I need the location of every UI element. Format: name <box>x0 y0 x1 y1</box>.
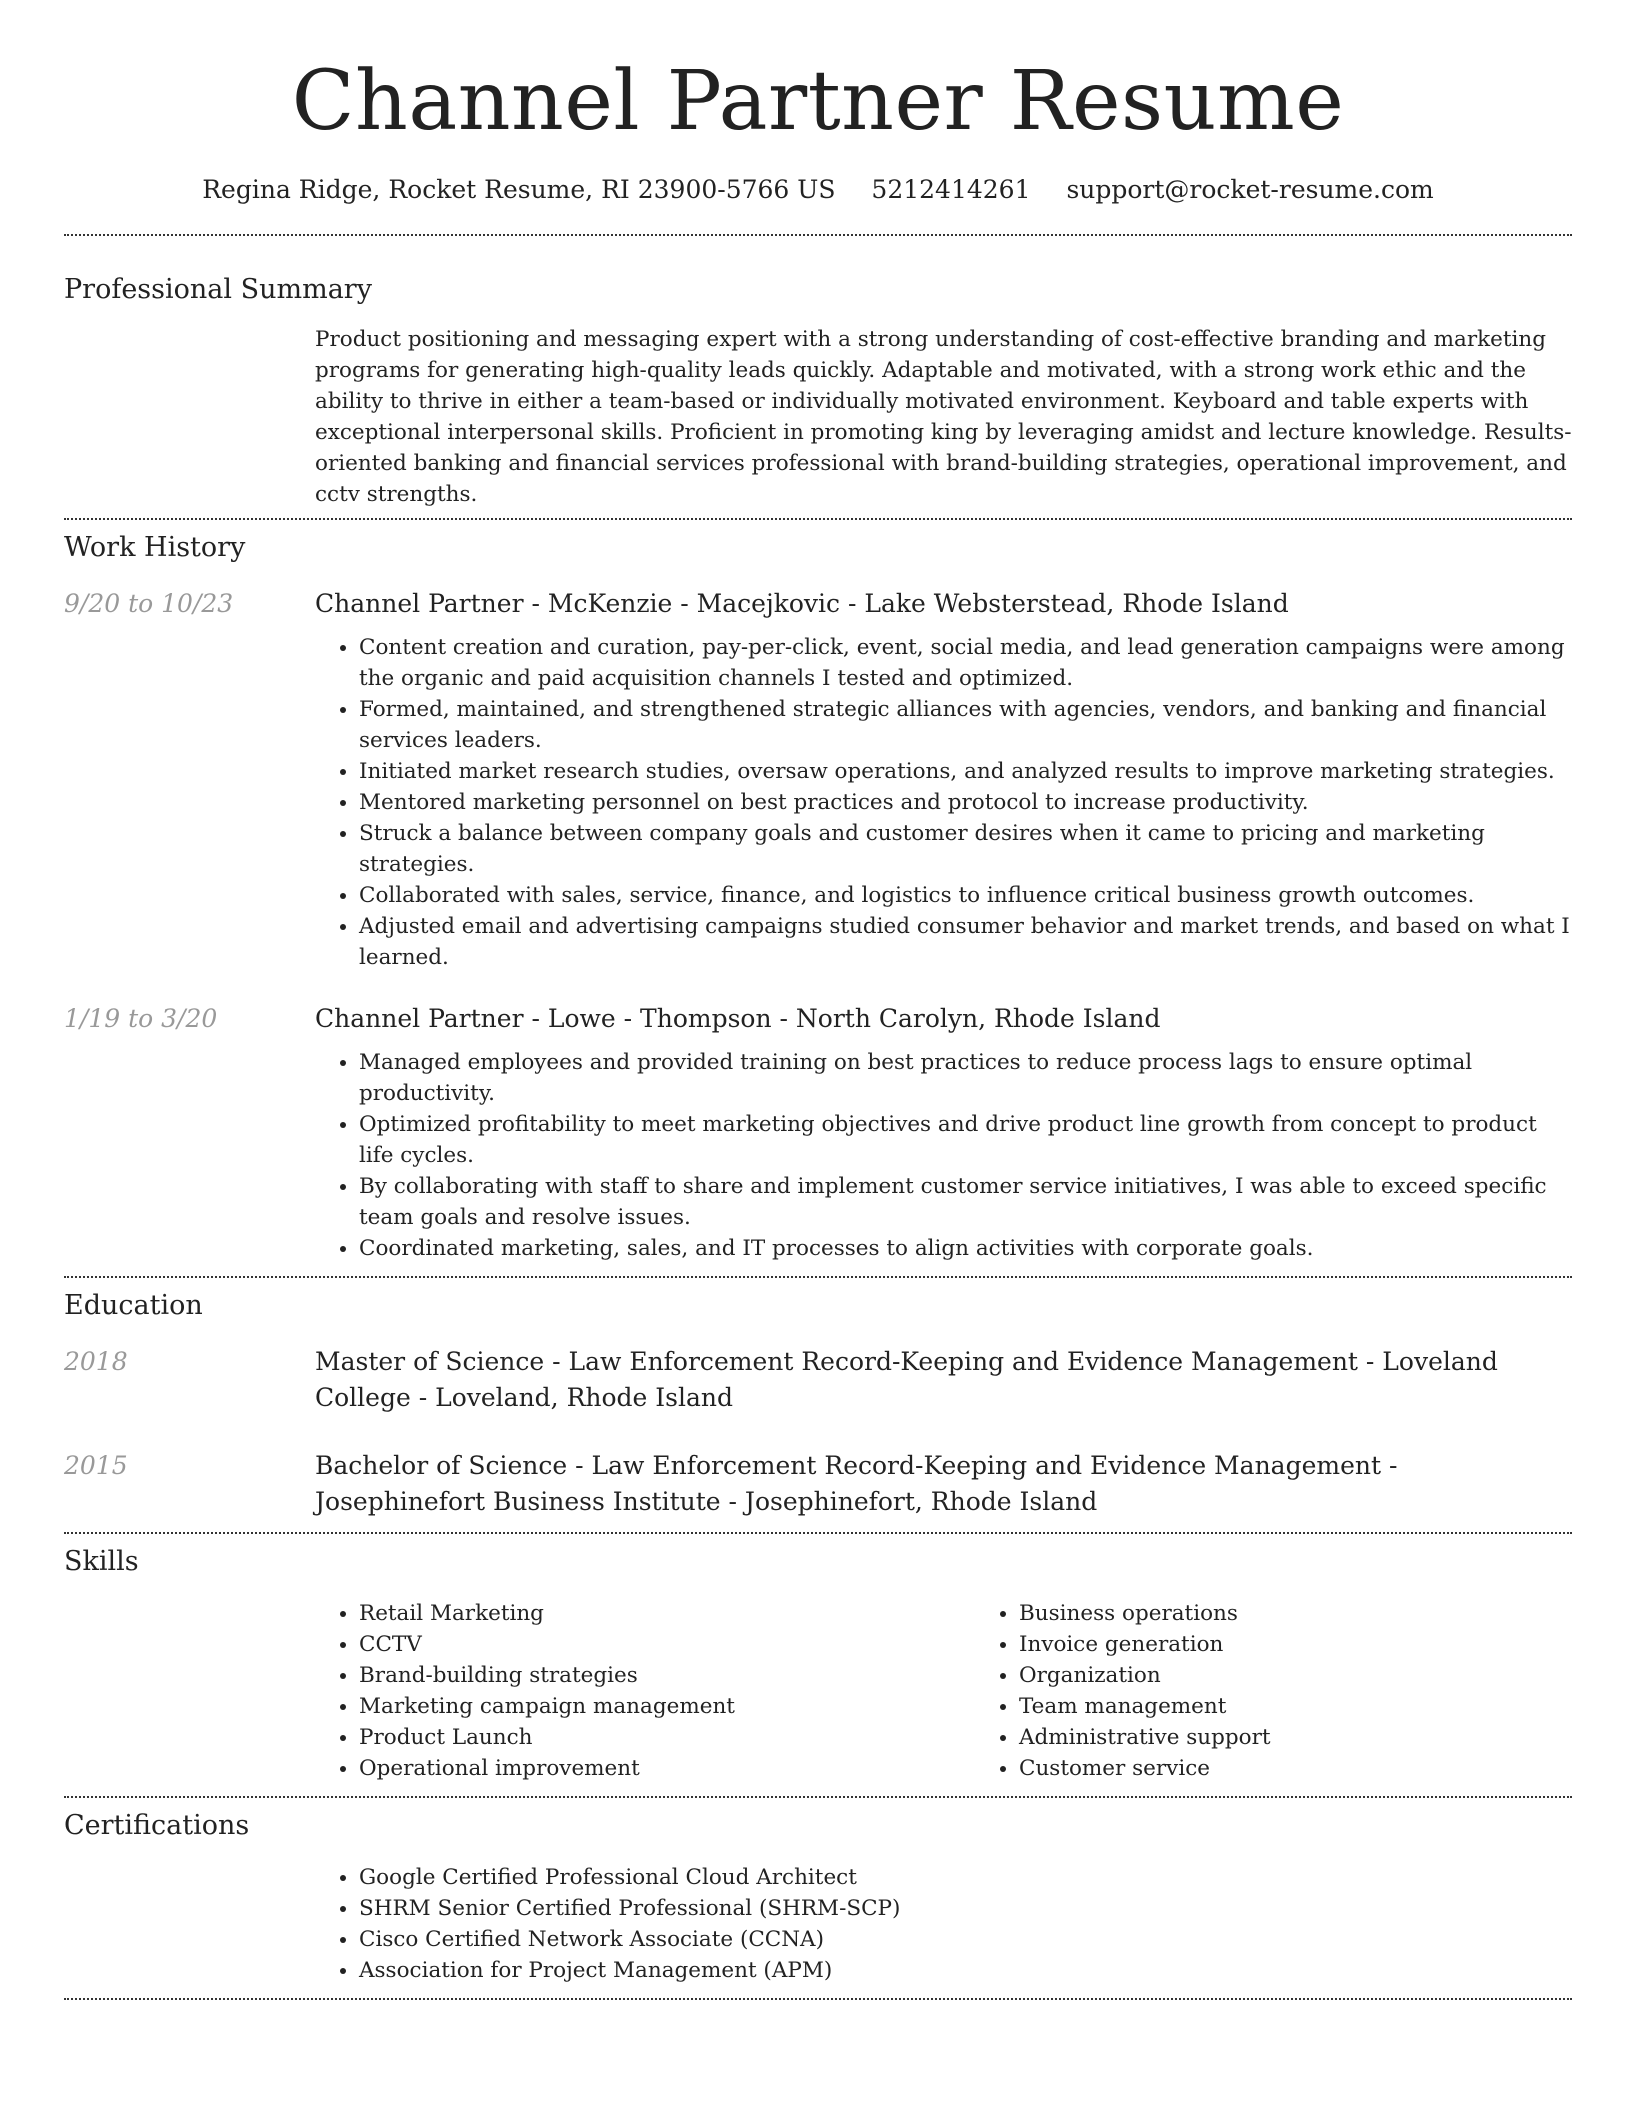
job-dates: 1/19 to 3/20 <box>64 1004 218 1033</box>
certification-item: • Cisco Certified Network Associate (CCNA) <box>359 1924 1572 1955</box>
list-item: • Managed employees and provided training on best practices to reduce process lags to ensure optimal productivity. <box>359 1047 1572 1109</box>
list-item: • Initiated market research studies, oversaw operations, and analyzed results to improve marketing strategies. <box>359 756 1572 787</box>
list-item: • Content creation and curation, pay-per-click, event, social media, and lead generation campaigns were among the organic and paid acquisition channels I tested and optimized. <box>359 632 1572 694</box>
job-entry <box>64 586 1572 973</box>
education-entry <box>64 1344 1572 1416</box>
skill-item: • Organization <box>1019 1660 1632 1691</box>
work-history-section <box>64 530 1572 1264</box>
divider <box>64 1532 1572 1534</box>
divider <box>64 1276 1572 1278</box>
skill-item: • Invoice generation <box>1019 1629 1632 1660</box>
contact-phone: 5212414261 <box>871 175 1031 204</box>
skills-list-right <box>975 1598 1632 1784</box>
education-title: Bachelor of Science - Law Enforcement Record-Keeping and Evidence Management - Josephinefort Business Institute - Josephinefort, Rhode Island <box>315 1451 1398 1516</box>
list-item: • Mentored marketing personnel on best practices and protocol to increase productivity. <box>359 787 1572 818</box>
skill-item: • CCTV <box>359 1629 975 1660</box>
certification-item: • SHRM Senior Certified Professional (SHRM-SCP) <box>359 1893 1572 1924</box>
divider <box>64 1796 1572 1798</box>
education-year: 2015 <box>64 1451 128 1480</box>
list-item: • By collaborating with staff to share and implement customer service initiatives, I was able to exceed specific team goals and resolve issues. <box>359 1171 1572 1233</box>
skill-item: • Operational improvement <box>359 1753 975 1784</box>
skill-item: • Product Launch <box>359 1722 975 1753</box>
divider <box>64 1998 1572 2000</box>
list-item: • Struck a balance between company goals and customer desires when it came to pricing and marketing strategies. <box>359 818 1572 880</box>
skills-section <box>64 1544 1572 1784</box>
certifications-section <box>64 1808 1572 1986</box>
list-item: • Coordinated marketing, sales, and IT processes to align activities with corporate goals. <box>359 1233 1572 1264</box>
education-section <box>64 1288 1572 1520</box>
certification-item: • Google Certified Professional Cloud Architect <box>359 1862 1572 1893</box>
section-heading-summary: Professional Summary <box>64 274 372 305</box>
certifications-list <box>315 1862 1572 1986</box>
section-heading-skills: Skills <box>64 1546 139 1577</box>
education-title: Master of Science - Law Enforcement Record-Keeping and Evidence Management - Loveland College - Loveland, Rhode Island <box>315 1347 1498 1412</box>
skill-item: • Administrative support <box>1019 1722 1632 1753</box>
section-heading-certifications: Certifications <box>64 1810 250 1841</box>
contact-line <box>64 170 1572 210</box>
skill-item: • Marketing campaign management <box>359 1691 975 1722</box>
section-heading-education: Education <box>64 1290 203 1321</box>
job-bullets <box>315 1047 1572 1264</box>
resume-title: Channel Partner Resume <box>291 54 1345 149</box>
summary-text: Product positioning and messaging expert with a strong understanding of cost-effective branding and marketing programs for generating high-quality leads quickly. Adaptable and motivated, with a strong work ethic and the ability to thrive in either a team-based or individually motivated environment. Keyboard and table experts with exceptional interpersonal skills. Proficient in promoting king by leveraging amidst and lecture knowledge. Results-oriented banking and financial services professional with brand-building strategies, operational improvement, and cctv strengths. <box>315 327 1572 507</box>
job-title: Channel Partner - McKenzie - Macejkovic - Lake Websterstead, Rhode Island <box>315 589 1289 618</box>
section-heading-work: Work History <box>64 532 246 563</box>
contact-address: Regina Ridge, Rocket Resume, RI 23900-5766 US <box>202 175 836 204</box>
skill-item: • Business operations <box>1019 1598 1632 1629</box>
summary-section <box>64 272 1572 510</box>
list-item: • Adjusted email and advertising campaigns studied consumer behavior and market trends, and based on what I learned. <box>359 911 1572 973</box>
certification-item: • Association for Project Management (APM) <box>359 1955 1572 1986</box>
skill-item: • Customer service <box>1019 1753 1632 1784</box>
skill-item: • Retail Marketing <box>359 1598 975 1629</box>
education-entry <box>64 1448 1572 1520</box>
divider <box>64 234 1572 236</box>
divider <box>64 518 1572 520</box>
job-entry <box>64 1001 1572 1264</box>
job-bullets <box>315 632 1572 973</box>
job-title: Channel Partner - Lowe - Thompson - North Carolyn, Rhode Island <box>315 1004 1161 1033</box>
skill-item: • Team management <box>1019 1691 1632 1722</box>
job-dates: 9/20 to 10/23 <box>64 589 234 618</box>
resume-page <box>64 0 1572 2000</box>
skills-list-left <box>315 1598 975 1784</box>
list-item: • Optimized profitability to meet marketing objectives and drive product line growth from concept to product life cycles. <box>359 1109 1572 1171</box>
contact-email[interactable]: support@rocket-resume.com <box>1066 175 1434 204</box>
skill-item: • Brand-building strategies <box>359 1660 975 1691</box>
list-item: • Collaborated with sales, service, finance, and logistics to influence critical business growth outcomes. <box>359 880 1572 911</box>
education-year: 2018 <box>64 1347 128 1376</box>
list-item: • Formed, maintained, and strengthened strategic alliances with agencies, vendors, and banking and financial services leaders. <box>359 694 1572 756</box>
